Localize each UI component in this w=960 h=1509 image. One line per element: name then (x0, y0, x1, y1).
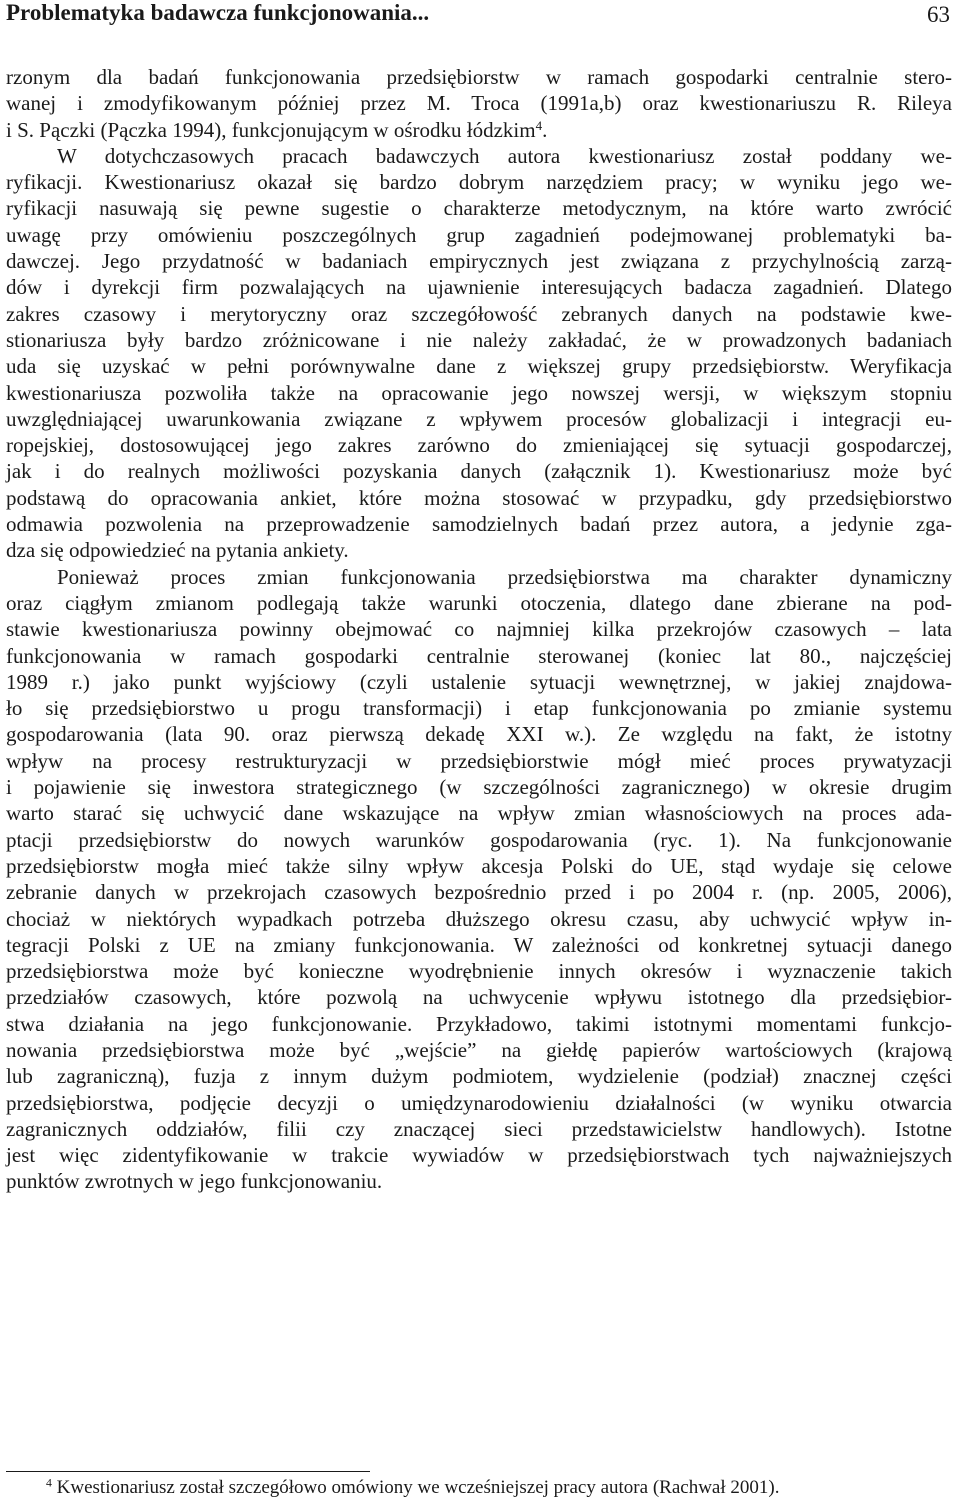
text-line-content: ryfikacji nasuwają się pewne sugestie o charakterze metodycznym, na które warto zwrócić (6, 196, 952, 221)
text-line-content: zebranie danych w przekrojach czasowych bezpośrednio przed i po 2004 r. (np. 2005, 2006), (6, 880, 952, 905)
text-line-content: przedsiębiorstwa, podjęcie decyzji o umiędzynarodowieniu działalności (w wyniku otwarcia (6, 1090, 952, 1115)
text-line-content: dawczej. Jego przydatność w badaniach empirycznych jest związana z przychylnością zarzą- (6, 249, 952, 274)
text-line (6, 643, 952, 669)
text-line-content: punktów zwrotnych w jego funkcjonowaniu. (6, 1169, 383, 1194)
paragraph (6, 64, 952, 143)
text-line (6, 669, 952, 695)
text-line-content: podstawą do opracowania ankiet, które można stosować w przypadku, gdy przedsiębiorstwo (6, 485, 952, 510)
text-line (6, 1063, 952, 1089)
text-line-content: stawie kwestionariusza powinny obejmować co najmniej kilka przekrojów czasowych – lata (6, 617, 952, 642)
text-line-content: przedsiębiorstw mogła mieć także silny wpływ akcesja Polski do UE, stąd wydaje się celowe (6, 853, 952, 878)
text-line-content: jest więc zidentyfikowanie w trakcie wywiadów w przedsiębiorstwach tych najważniejszych (6, 1143, 952, 1168)
text-line (6, 64, 952, 90)
text-line-content: rzonym dla badań funkcjonowania przedsiębiorstw w ramach gospodarki centralnie stero- (6, 65, 952, 89)
text-line-content: i S. Pączki (Pączka 1994), funkcjonującym w ośrodku łódzkim (6, 117, 536, 142)
text-line (6, 800, 952, 826)
text-line (6, 406, 952, 432)
text-line (6, 301, 952, 327)
footnote-reference: 4 (535, 117, 543, 133)
page-number: 63 (927, 2, 950, 27)
text-line-content: i pojawienie się inwestora strategicznego (w szczególności zagranicznego) w okresie drugim (6, 775, 952, 800)
text-line-content: przedsiębiorstwa może być konieczne wyodrębnienie innych okresów i wyznaczenie takich (6, 959, 952, 984)
text-line-content: lub zagraniczną), fuzja z innym dużym podmiotem, wydzielenie (podział) znacznej części (6, 1064, 952, 1089)
footnote-separator (6, 1471, 370, 1472)
text-line-content: uwzględniającej uwarunkowania związane z wpływem procesów globalizacji i integracji eu- (6, 406, 952, 431)
text-line-content: dów i dyrekcji firm pozwalających na ujawnienie interesujących badacza zagadnień. Dlatego (6, 275, 952, 300)
text-line (6, 748, 952, 774)
text-line-content: zakres czasowy i merytoryczny oraz szczegółowość zebranych danych na podstawie kwe- (6, 301, 952, 326)
footnote-text: Kwestionariusz został szczegółowo omówiony we wcześniejszej pracy autora (Rachwał 2001). (51, 1477, 780, 1498)
text-line-content: odmawia pozwolenia na przeprowadzenie samodzielnych badań przez autora, a jedynie zga- (6, 512, 952, 537)
text-line (6, 432, 952, 458)
text-line-content: stwa działania na jego funkcjonowanie. Przykładowo, takimi istotnymi momentami funkcjo- (6, 1011, 952, 1036)
text-line-content: ropejskiej, dostosowującej jego zakres zarówno do zmieniającej się sytuacji gospodarczej, (6, 433, 952, 458)
text-line-content: ptacji przedsiębiorstw do nowych warunków gospodarowania (ryc. 1). Na funkcjonowanie (6, 827, 952, 852)
text-line (6, 169, 952, 195)
text-line-content: ryfikacji. Kwestionariusz okazał się bardzo dobrym narzędziem pracy; w wyniku jego we- (6, 170, 952, 195)
text-line (6, 353, 952, 379)
text-line (6, 695, 952, 721)
text-line (6, 932, 952, 958)
paragraph (6, 564, 952, 1195)
text-line (6, 537, 952, 563)
text-line (6, 564, 952, 590)
text-line (6, 721, 952, 747)
text-line (6, 1168, 952, 1194)
text-line-content: funkcjonowania w ramach gospodarki centralnie sterowanej (koniec lat 80., najczęściej (6, 643, 952, 668)
text-line-content: dza się odpowiedzieć na pytania ankiety. (6, 538, 349, 563)
text-line (6, 906, 952, 932)
text-line-content: oraz ciągłym zmianom podlegają także warunki otoczenia, dlatego dane zbierane na pod- (6, 590, 952, 615)
text-line (6, 1011, 952, 1037)
paragraph (6, 143, 952, 564)
text-line-content: chociaż w niektórych wypadkach potrzeba dłuższego okresu czasu, aby uchwycić wpływ in- (6, 906, 952, 931)
text-line-content: ło się przedsiębiorstwo u progu transformacji) i etap funkcjonowania po zmianie systemu (6, 696, 952, 721)
text-line (6, 458, 952, 484)
text-line-content: wpływ na procesy restrukturyzacji w przedsiębiorstwie mógł mieć proces prywatyzacji (6, 748, 952, 773)
text-line (6, 511, 952, 537)
text-line (6, 248, 952, 274)
text-line-content: kwestionariusza pozwoliła także na opracowanie jego nowszej wersji, w większym stopniu (6, 380, 952, 405)
text-line (6, 1142, 952, 1168)
text-line-content: wanej i zmodyfikowanym później przez M. Troca (1991a,b) oraz kwestionariuszu R. Rileya (6, 91, 952, 116)
text-line (6, 827, 952, 853)
text-line (6, 984, 952, 1010)
text-line (6, 853, 952, 879)
text-line (6, 117, 952, 143)
text-line (6, 1090, 952, 1116)
body-text (6, 64, 952, 1195)
text-line (6, 222, 952, 248)
text-line-content: W dotychczasowych pracach badawczych autora kwestionariusz został poddany we- (57, 143, 952, 168)
text-line-content: przedziałów czasowych, które pozwolą na uchwycenie wpływu istotnego dla przedsiębior- (6, 985, 952, 1010)
text-line (6, 1116, 952, 1142)
text-line (6, 616, 952, 642)
text-line (6, 195, 952, 221)
text-line (6, 380, 952, 406)
text-line-content: nowania przedsiębiorstwa może być „wejście” na giełdę papierów wartościowych (krajową (6, 1037, 952, 1062)
text-line-content: tegracji Polski z UE na zmiany funkcjonowania. W zależności od konkretnej sytuacji danego (6, 932, 952, 957)
text-line (6, 327, 952, 353)
text-line (6, 958, 952, 984)
text-line (6, 485, 952, 511)
text-line-content: zagranicznych oddziałów, filii czy znaczącej sieci przedstawicielstw handlowych). Istotne (6, 1116, 952, 1141)
text-line-content: uwagę przy omówieniu poszczególnych grup zagadnień podejmowanej problematyki ba- (6, 222, 952, 247)
text-line-content: uda się uzyskać w pełni porównywalne dane z większej grupy przedsiębiorstw. Weryfikacja (6, 354, 952, 379)
footnote-marker: 4 (46, 1476, 52, 1490)
text-line-content: warto starać się uchwycić dane wskazujące na wpływ zmian własnościowych na proces ada- (6, 801, 952, 826)
text-line-content: gospodarowania (lata 90. oraz pierwszą dekadę XXI w.). Ze względu na fakt, że istotny (6, 722, 952, 747)
text-line (6, 879, 952, 905)
text-line (6, 774, 952, 800)
text-line (6, 1037, 952, 1063)
text-line-content: jak i do realnych możliwości pozyskania danych (załącznik 1). Kwestionariusz może być (6, 459, 952, 484)
text-line (6, 590, 952, 616)
text-line-content: Ponieważ proces zmian funkcjonowania przedsiębiorstwa ma charakter dynamiczny (57, 564, 952, 589)
footnote (46, 1476, 779, 1500)
text-line-content: 1989 r.) jako punkt wyjściowy (czyli ustalenie sytuacji wewnętrznej, w jakiej znajdowa- (6, 669, 952, 694)
text-line-tail: . (542, 117, 548, 142)
text-line (6, 143, 952, 169)
text-line (6, 90, 952, 116)
running-title: Problematyka badawcza funkcjonowania... (6, 0, 430, 25)
text-line (6, 274, 952, 300)
text-line-content: stionariusza były bardzo zróżnicowane i nie należy zakładać, że w prowadzonych badaniach (6, 327, 952, 352)
running-header (6, 0, 950, 34)
